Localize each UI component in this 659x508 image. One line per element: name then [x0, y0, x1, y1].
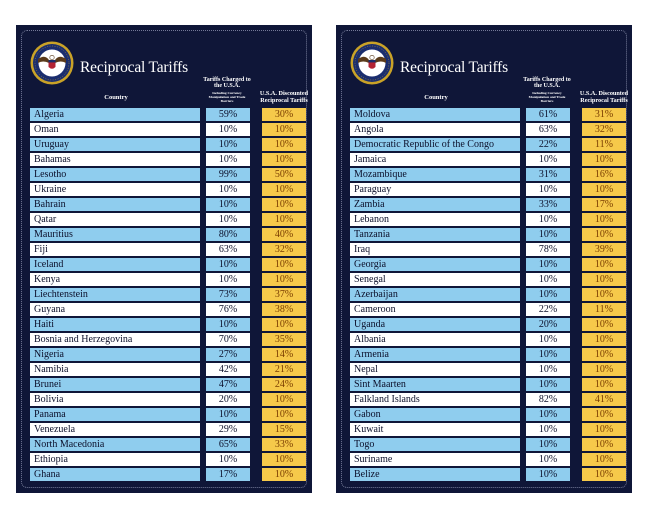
tariff-charged-cell: 10% — [526, 423, 570, 436]
table-row — [336, 227, 632, 242]
table-row — [336, 422, 632, 437]
table-row — [16, 407, 312, 422]
table-row — [336, 302, 632, 317]
discounted-tariff-cell: 32% — [582, 123, 626, 136]
country-cell: Brunei — [30, 378, 200, 391]
tariff-charged-cell: 82% — [526, 393, 570, 406]
country-cell: Democratic Republic of the Congo — [350, 138, 520, 151]
country-cell: Lesotho — [30, 168, 200, 181]
table-row — [16, 362, 312, 377]
table-row — [336, 362, 632, 377]
tariff-charged-cell: 10% — [206, 273, 250, 286]
country-cell: Albania — [350, 333, 520, 346]
discounted-tariff-cell: 10% — [582, 153, 626, 166]
header-tariffs-charged-note: Including Currency Manipulation and Trade Barriers — [208, 90, 246, 103]
table-row — [16, 242, 312, 257]
discounted-tariff-cell: 10% — [262, 273, 306, 286]
country-cell: Georgia — [350, 258, 520, 271]
discounted-tariff-cell: 10% — [262, 408, 306, 421]
discounted-tariff-cell: 11% — [582, 138, 626, 151]
discounted-tariff-cell: 10% — [582, 183, 626, 196]
discounted-tariff-cell: 10% — [582, 438, 626, 451]
discounted-tariff-cell: 10% — [262, 453, 306, 466]
discounted-tariff-cell: 10% — [582, 453, 626, 466]
table-row — [16, 422, 312, 437]
table-row — [16, 137, 312, 152]
country-cell: Uganda — [350, 318, 520, 331]
tariff-charged-cell: 29% — [206, 423, 250, 436]
table-row — [336, 212, 632, 227]
table-row — [16, 182, 312, 197]
table-row — [336, 437, 632, 452]
header-discounted-tariffs: U.S.A. Discounted Reciprocal Tariffs — [259, 90, 309, 104]
table-row — [336, 407, 632, 422]
tariff-charged-cell: 10% — [526, 408, 570, 421]
table-row — [16, 167, 312, 182]
country-cell: Angola — [350, 123, 520, 136]
tariff-charged-cell: 10% — [526, 438, 570, 451]
country-cell: Gabon — [350, 408, 520, 421]
tariff-table — [336, 107, 632, 482]
country-cell: Mozambique — [350, 168, 520, 181]
discounted-tariff-cell: 41% — [582, 393, 626, 406]
tariff-charged-cell: 63% — [526, 123, 570, 136]
discounted-tariff-cell: 10% — [262, 198, 306, 211]
tariff-charged-cell: 10% — [206, 123, 250, 136]
header-tariffs-charged — [522, 77, 572, 103]
tariff-charged-cell: 22% — [526, 303, 570, 316]
discounted-tariff-cell: 10% — [582, 228, 626, 241]
discounted-tariff-cell: 10% — [582, 423, 626, 436]
country-cell: Kuwait — [350, 423, 520, 436]
discounted-tariff-cell: 10% — [582, 288, 626, 301]
table-row — [336, 107, 632, 122]
discounted-tariff-cell: 14% — [262, 348, 306, 361]
tariff-table — [16, 107, 312, 482]
country-cell: Sint Maarten — [350, 378, 520, 391]
tariff-charged-cell: 20% — [206, 393, 250, 406]
country-cell: Belize — [350, 468, 520, 481]
table-row — [336, 392, 632, 407]
discounted-tariff-cell: 10% — [582, 363, 626, 376]
tariff-charged-cell: 10% — [206, 408, 250, 421]
country-cell: Ethiopia — [30, 453, 200, 466]
tariff-charged-cell: 17% — [206, 468, 250, 481]
tariff-charged-cell: 59% — [206, 108, 250, 121]
country-cell: Venezuela — [30, 423, 200, 436]
discounted-tariff-cell: 38% — [262, 303, 306, 316]
panel-title: Reciprocal Tariffs — [400, 59, 508, 76]
table-row — [16, 257, 312, 272]
header-country: Country — [104, 94, 128, 101]
table-row — [16, 152, 312, 167]
discounted-tariff-cell: 37% — [262, 288, 306, 301]
country-cell: Lebanon — [350, 213, 520, 226]
country-cell: Senegal — [350, 273, 520, 286]
table-row — [336, 377, 632, 392]
tariff-charged-cell: 22% — [526, 138, 570, 151]
country-cell: Nepal — [350, 363, 520, 376]
tariff-charged-cell: 61% — [526, 108, 570, 121]
header-tariffs-charged-label: Tariffs Charged to the U.S.A. — [523, 77, 571, 90]
table-row — [336, 347, 632, 362]
country-cell: Bahrain — [30, 198, 200, 211]
header-country: Country — [424, 94, 448, 101]
table-row — [16, 452, 312, 467]
discounted-tariff-cell: 15% — [262, 423, 306, 436]
table-row — [336, 272, 632, 287]
country-cell: Nigeria — [30, 348, 200, 361]
country-cell: Fiji — [30, 243, 200, 256]
discounted-tariff-cell: 10% — [262, 318, 306, 331]
tariff-charged-cell: 10% — [526, 333, 570, 346]
tariff-charged-cell: 70% — [206, 333, 250, 346]
tariff-charged-cell: 10% — [206, 138, 250, 151]
country-cell: Ghana — [30, 468, 200, 481]
table-row — [336, 467, 632, 482]
table-row — [16, 107, 312, 122]
tariff-charged-cell: 63% — [206, 243, 250, 256]
tariff-charged-cell: 42% — [206, 363, 250, 376]
tariff-charged-cell: 10% — [206, 318, 250, 331]
table-row — [336, 197, 632, 212]
country-cell: Qatar — [30, 213, 200, 226]
tariff-charged-cell: 10% — [206, 258, 250, 271]
tariff-charged-cell: 10% — [206, 453, 250, 466]
discounted-tariff-cell: 10% — [582, 408, 626, 421]
tariff-charged-cell: 10% — [526, 153, 570, 166]
country-cell: Togo — [350, 438, 520, 451]
country-cell: Algeria — [30, 108, 200, 121]
table-row — [16, 332, 312, 347]
discounted-tariff-cell: 10% — [582, 318, 626, 331]
discounted-tariff-cell: 31% — [582, 108, 626, 121]
country-cell: Iraq — [350, 243, 520, 256]
discounted-tariff-cell: 10% — [582, 348, 626, 361]
discounted-tariff-cell: 16% — [582, 168, 626, 181]
tariff-charged-cell: 10% — [206, 213, 250, 226]
country-cell: Paraguay — [350, 183, 520, 196]
table-row — [336, 287, 632, 302]
discounted-tariff-cell: 10% — [262, 123, 306, 136]
discounted-tariff-cell: 10% — [582, 273, 626, 286]
discounted-tariff-cell: 10% — [262, 213, 306, 226]
discounted-tariff-cell: 50% — [262, 168, 306, 181]
tariff-charged-cell: 80% — [206, 228, 250, 241]
tariff-panel-left — [16, 25, 312, 493]
country-cell: Kenya — [30, 273, 200, 286]
discounted-tariff-cell: 11% — [582, 303, 626, 316]
table-row — [16, 227, 312, 242]
country-cell: Namibia — [30, 363, 200, 376]
presidential-seal-icon — [350, 41, 394, 85]
table-row — [16, 122, 312, 137]
discounted-tariff-cell: 10% — [262, 183, 306, 196]
table-row — [336, 152, 632, 167]
table-row — [336, 242, 632, 257]
tariff-charged-cell: 10% — [206, 153, 250, 166]
header-tariffs-charged-note: Including Currency Manipulation and Trade Barriers — [528, 90, 566, 103]
country-cell: Cameroon — [350, 303, 520, 316]
panel-title: Reciprocal Tariffs — [80, 59, 188, 76]
tariff-charged-cell: 65% — [206, 438, 250, 451]
country-cell: Azerbaijan — [350, 288, 520, 301]
table-row — [16, 212, 312, 227]
table-row — [16, 197, 312, 212]
table-row — [336, 137, 632, 152]
table-row — [336, 167, 632, 182]
tariff-charged-cell: 10% — [206, 183, 250, 196]
tariff-charged-cell: 76% — [206, 303, 250, 316]
country-cell: Moldova — [350, 108, 520, 121]
table-row — [336, 317, 632, 332]
country-cell: Armenia — [350, 348, 520, 361]
country-cell: Guyana — [30, 303, 200, 316]
tariff-charged-cell: 20% — [526, 318, 570, 331]
country-cell: Jamaica — [350, 153, 520, 166]
country-cell: Suriname — [350, 453, 520, 466]
table-row — [16, 302, 312, 317]
country-cell: Ukraine — [30, 183, 200, 196]
discounted-tariff-cell: 10% — [262, 393, 306, 406]
tariff-charged-cell: 27% — [206, 348, 250, 361]
header-tariffs-charged — [202, 77, 252, 103]
country-cell: Bosnia and Herzegovina — [30, 333, 200, 346]
discounted-tariff-cell: 10% — [262, 138, 306, 151]
tariff-charged-cell: 10% — [526, 273, 570, 286]
table-row — [16, 347, 312, 362]
country-cell: Iceland — [30, 258, 200, 271]
country-cell: Liechtenstein — [30, 288, 200, 301]
discounted-tariff-cell: 10% — [582, 333, 626, 346]
table-row — [16, 392, 312, 407]
discounted-tariff-cell: 10% — [262, 468, 306, 481]
tariff-charged-cell: 10% — [526, 363, 570, 376]
tariff-charged-cell: 10% — [526, 288, 570, 301]
tariff-charged-cell: 78% — [526, 243, 570, 256]
tariff-charged-cell: 10% — [206, 198, 250, 211]
tariff-charged-cell: 10% — [526, 348, 570, 361]
tariff-charged-cell: 10% — [526, 228, 570, 241]
country-cell: Zambia — [350, 198, 520, 211]
table-row — [16, 272, 312, 287]
tariff-charged-cell: 99% — [206, 168, 250, 181]
country-cell: Panama — [30, 408, 200, 421]
discounted-tariff-cell: 10% — [262, 153, 306, 166]
tariff-charged-cell: 33% — [526, 198, 570, 211]
discounted-tariff-cell: 35% — [262, 333, 306, 346]
table-row — [16, 287, 312, 302]
discounted-tariff-cell: 30% — [262, 108, 306, 121]
discounted-tariff-cell: 17% — [582, 198, 626, 211]
discounted-tariff-cell: 39% — [582, 243, 626, 256]
discounted-tariff-cell: 21% — [262, 363, 306, 376]
country-cell: Bolivia — [30, 393, 200, 406]
country-cell: North Macedonia — [30, 438, 200, 451]
tariff-charged-cell: 31% — [526, 168, 570, 181]
table-row — [16, 467, 312, 482]
table-row — [336, 257, 632, 272]
tariff-charged-cell: 10% — [526, 213, 570, 226]
tariff-charged-cell: 10% — [526, 378, 570, 391]
table-row — [336, 452, 632, 467]
discounted-tariff-cell: 32% — [262, 243, 306, 256]
tariff-charged-cell: 10% — [526, 183, 570, 196]
header-tariffs-charged-label: Tariffs Charged to the U.S.A. — [203, 77, 251, 90]
tariff-panel-right — [336, 25, 632, 493]
table-row — [336, 332, 632, 347]
discounted-tariff-cell: 10% — [582, 258, 626, 271]
tariff-charged-cell: 10% — [526, 468, 570, 481]
discounted-tariff-cell: 40% — [262, 228, 306, 241]
table-row — [16, 437, 312, 452]
table-row — [16, 317, 312, 332]
discounted-tariff-cell: 24% — [262, 378, 306, 391]
country-cell: Oman — [30, 123, 200, 136]
discounted-tariff-cell: 33% — [262, 438, 306, 451]
discounted-tariff-cell: 10% — [582, 378, 626, 391]
country-cell: Bahamas — [30, 153, 200, 166]
table-row — [336, 122, 632, 137]
table-row — [336, 182, 632, 197]
tariff-charged-cell: 47% — [206, 378, 250, 391]
discounted-tariff-cell: 10% — [262, 258, 306, 271]
tariff-charged-cell: 10% — [526, 453, 570, 466]
tariff-charged-cell: 10% — [526, 258, 570, 271]
discounted-tariff-cell: 10% — [582, 468, 626, 481]
country-cell: Tanzania — [350, 228, 520, 241]
country-cell: Uruguay — [30, 138, 200, 151]
header-discounted-tariffs: U.S.A. Discounted Reciprocal Tariffs — [579, 90, 629, 104]
presidential-seal-icon — [30, 41, 74, 85]
country-cell: Haiti — [30, 318, 200, 331]
table-row — [16, 377, 312, 392]
country-cell: Mauritius — [30, 228, 200, 241]
discounted-tariff-cell: 10% — [582, 213, 626, 226]
tariff-charged-cell: 73% — [206, 288, 250, 301]
country-cell: Falkland Islands — [350, 393, 520, 406]
